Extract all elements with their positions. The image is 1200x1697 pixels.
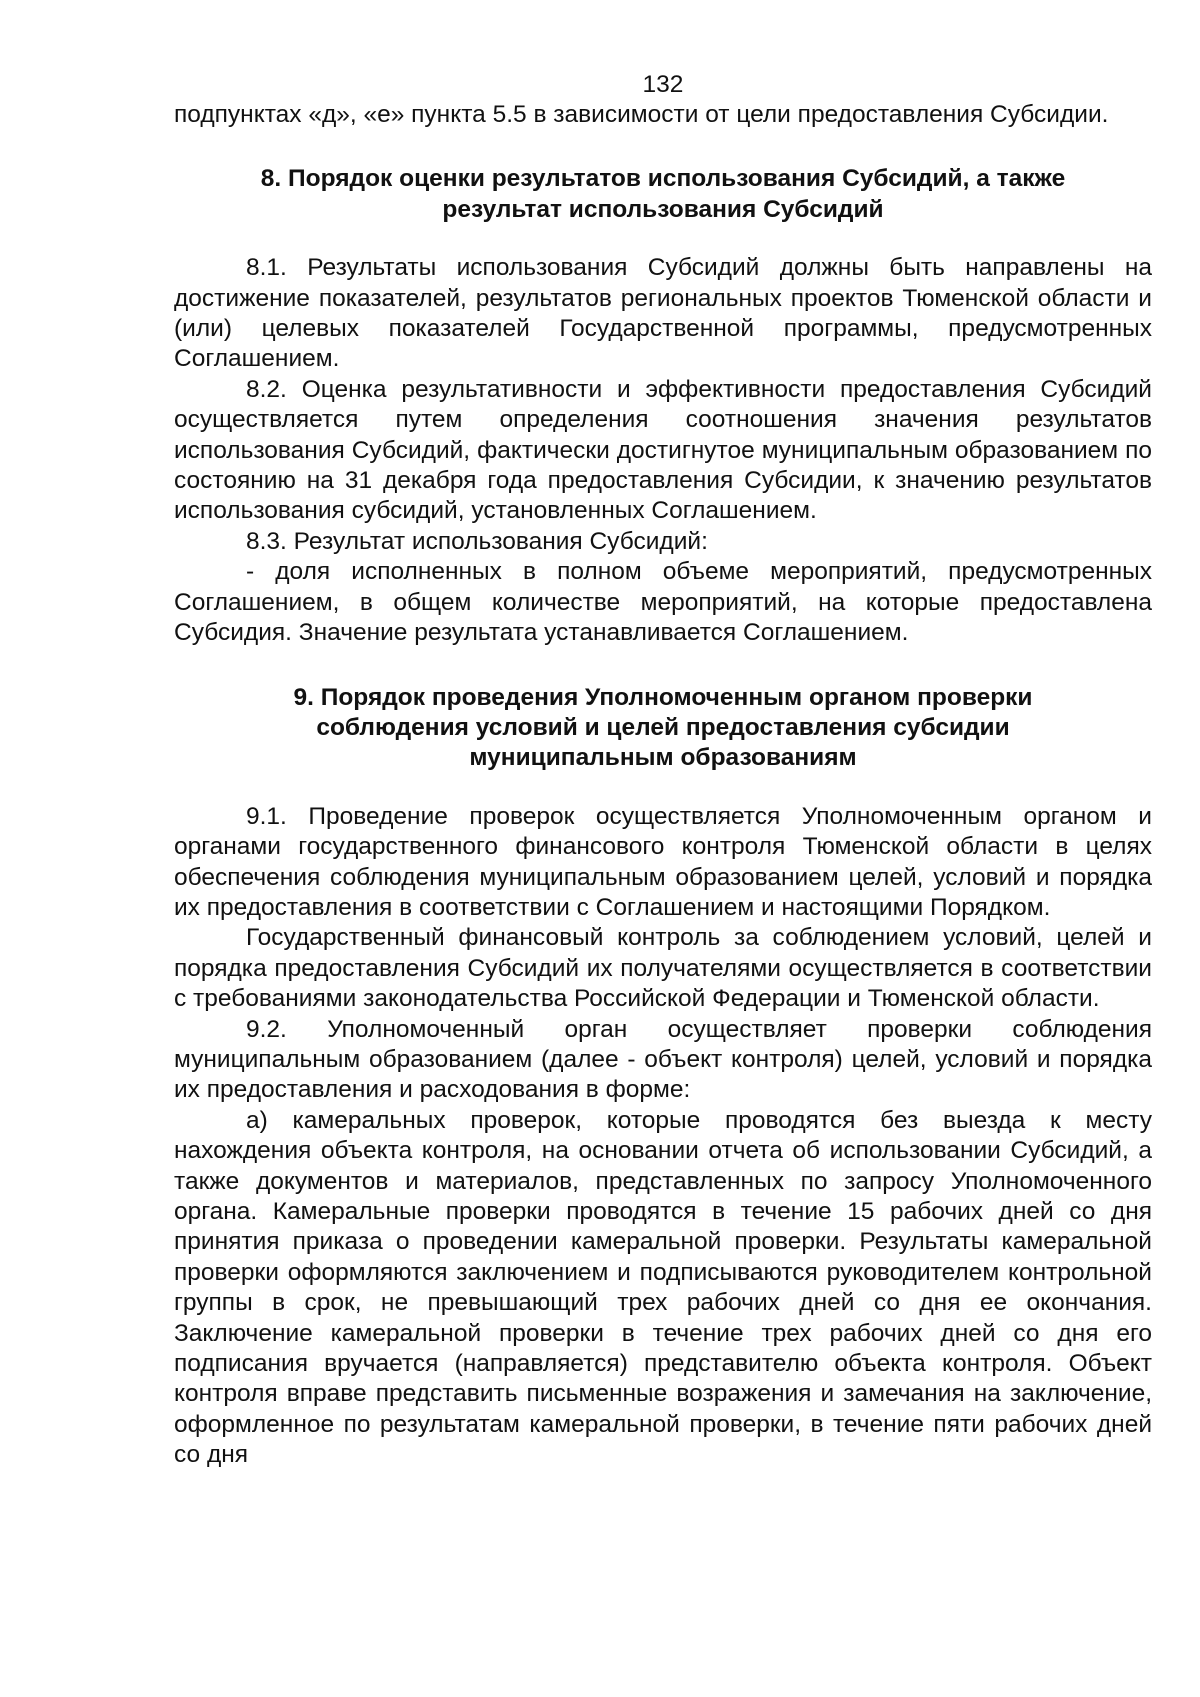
paragraph-8-3-item: - доля исполненных в полном объеме мероприятий, предусмотренных Соглашением, в общем количестве мероприятий, на которые предоставлена Субсидия. Значение результата устанавливается Соглашением. [174, 558, 1152, 647]
spacer [174, 774, 1152, 802]
paragraph-8-2: 8.2. Оценка результативности и эффективности предоставления Субсидий осуществляется путем определения соотношения значения результатов использования Субсидий, фактически достигнутое муниципальным образованием по состоянию на 31 декабря года предоставления Субсидии, к значению результатов использования субсидий, установленных Соглашением. [174, 375, 1152, 525]
document-page [174, 70, 1152, 1471]
paragraph-9-2-a: а) камеральных проверок, которые проводятся без выезда к месту нахождения объекта контроля, на основании отчета об использовании Субсидий, а также документов и материалов, представленных по запросу Уполномоченного органа. Камеральные проверки проводятся в течение 15 рабочих дней со дня принятия приказа о проведении камеральной проверки. Результаты камеральной проверки оформляются заключением и подписываются руководителем контрольной группы в срок, не превышающий трех рабочих дней со дня ее окончания. Заключение камеральной проверки в течение трех рабочих дней со дня его подписания вручается (направляется) представителю объекта контроля. Объект контроля вправе представить письменные возражения и замечания на заключение, оформленное по результатам камеральной проверки, в течение пяти рабочих дней со дня [174, 1106, 1152, 1469]
spacer [174, 225, 1152, 253]
section-9-heading: 9. Порядок проведения Уполномоченным органом проверки соблюдения условий и целей предоставления субсидии муниципальным образованиям [293, 683, 1033, 772]
paragraph-9-1-b: Государственный финансовый контроль за соблюдением условий, целей и порядка предоставления Субсидий их получателями осуществляется в соответствии с требованиями законодательства Российской Федерации и Тюменской области. [174, 924, 1152, 1013]
paragraph-intro: подпунктах «д», «е» пункта 5.5 в зависимости от цели предоставления Субсидии. [174, 101, 1109, 128]
spacer [174, 649, 1152, 683]
page-number: 132 [642, 71, 684, 98]
paragraph-8-1: 8.1. Результаты использования Субсидий должны быть направлены на достижение показателей, результатов региональных проектов Тюменской области и (или) целевых показателей Государственной программы, предусмотренных Соглашением. [174, 254, 1152, 373]
paragraph-9-2: 9.2. Уполномоченный орган осуществляет проверки соблюдения муниципальным образованием (далее - объект контроля) целей, условий и порядка их предоставления и расходования в форме: [174, 1015, 1152, 1104]
paragraph-9-1: 9.1. Проведение проверок осуществляется Уполномоченным органом и органами государственного финансового контроля Тюменской области в целях обеспечения соблюдения муниципальным образованием целей, условий и порядка их предоставления в соответствии с Соглашением и настоящими Порядком. [174, 802, 1152, 921]
spacer [174, 130, 1152, 164]
paragraph-8-3: 8.3. Результат использования Субсидий: [246, 527, 708, 555]
section-8-heading: 8. Порядок оценки результатов использования Субсидий, а также результат использования Субсидий [260, 165, 1066, 223]
